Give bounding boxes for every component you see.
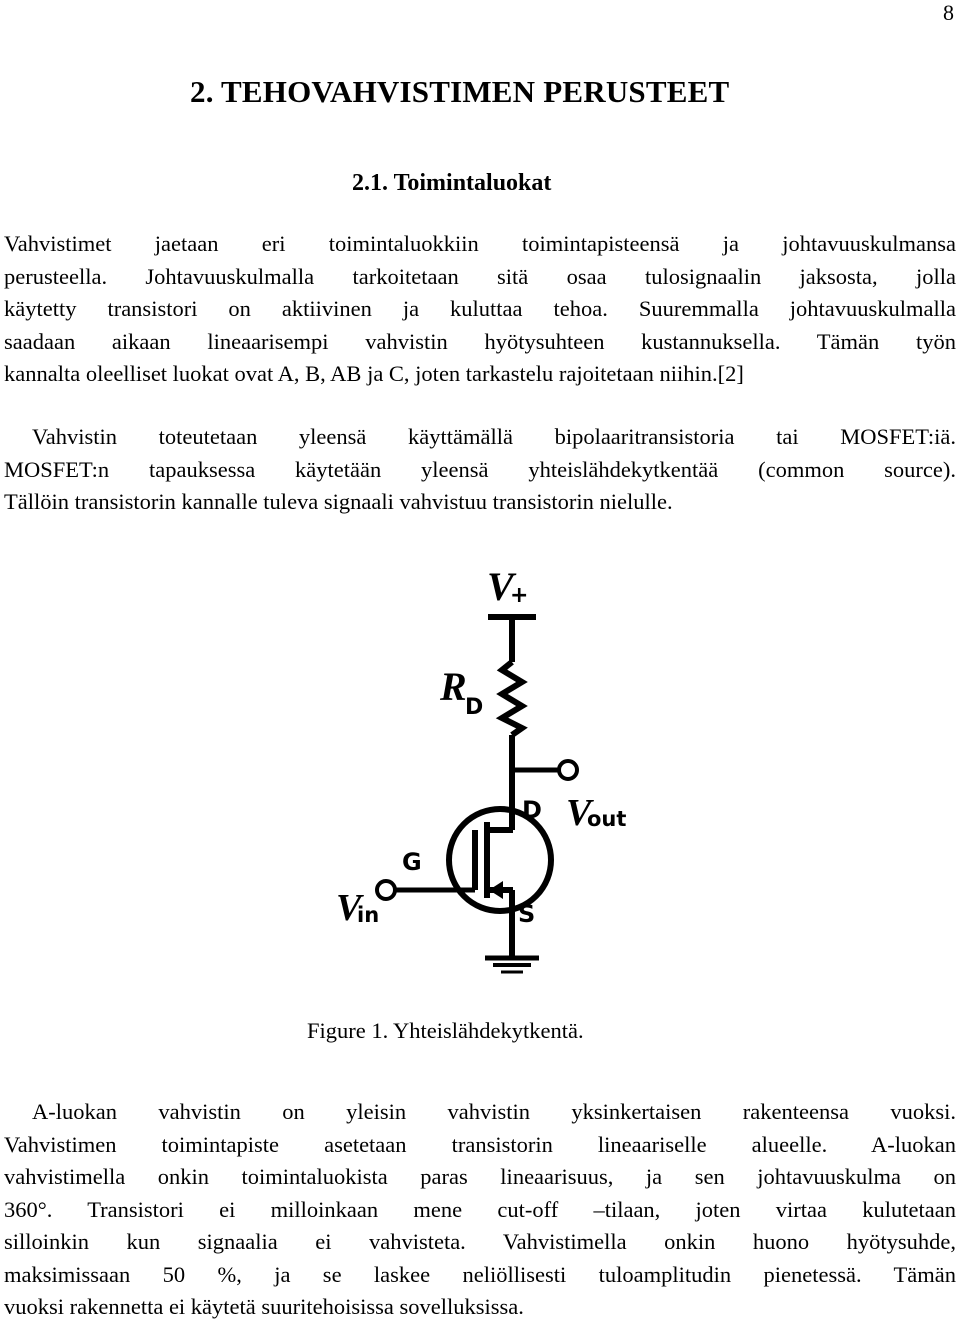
v-plus-label: V [487, 564, 514, 609]
text-line: maksimissaan 50 %, ja se laskee neliöllisesti tuloamplitudin pienetessä. Tämän [4, 1261, 956, 1287]
text-line: saadaan aikaan lineaarisempi vahvistin hyötysuhteen kustannuksella. Tämän työn [4, 328, 956, 354]
text-line: Vahvistimen toimintapiste asetetaan transistorin lineaariselle alueelle. A-luokan [4, 1131, 956, 1157]
resistor-rd [502, 662, 522, 735]
rd-label: R [440, 664, 467, 709]
section-title: 2.1. Toimintaluokat [352, 170, 552, 196]
source-arrow [489, 881, 503, 899]
v-plus-subscript: + [510, 583, 529, 608]
paragraph-intro [4, 228, 956, 391]
paragraph-mosfet [4, 421, 956, 519]
rd-subscript: D [465, 695, 484, 720]
text-line: silloinkin kun signaalia ei vahvisteta. Vahvistimella onkin huono hyötysuhde, [4, 1229, 956, 1254]
text-line: perusteella. Johtavuuskulmalla tarkoitetaan sitä osaa tulosignaalin jaksosta, jolla [4, 263, 956, 289]
text-line: vahvistimella onkin toimintaluokista paras lineaarisuus, ja sen johtavuuskulma on [4, 1164, 956, 1189]
vout-subscript: out [587, 807, 627, 831]
vout-label: V [566, 792, 592, 834]
drain-label: D [522, 796, 542, 824]
common-source-circuit-figure [300, 560, 660, 990]
vin-label: V [336, 887, 362, 929]
vout-terminal [559, 761, 577, 779]
vin-terminal [377, 881, 395, 899]
text-line: Tällöin transistorin kannalle tuleva signaali vahvistuu transistorin nielulle. [4, 489, 673, 514]
page-number: 8 [943, 0, 954, 25]
paragraph-class-a [4, 1096, 956, 1324]
text-line: käytetty transistori on aktiivinen ja kuluttaa tehoa. Suuremmalla johtavuuskulmalla [4, 296, 956, 321]
gate-label: G [402, 848, 422, 876]
text-line: A-luokan vahvistin on yleisin vahvistin yksinkertaisen rakenteensa vuoksi. [32, 1099, 956, 1124]
text-line: 360°. Transistori ei milloinkaan mene cut-off –tilaan, joten virtaa kulutetaan [4, 1196, 956, 1222]
figure-caption: Figure 1. Yhteislähdekytkentä. [307, 1018, 584, 1043]
text-line: Vahvistin toteutetaan yleensä käyttämällä bipolaaritransistoria tai MOSFET:iä. [32, 424, 956, 449]
chapter-title: 2. TEHOVAHVISTIMEN PERUSTEET [190, 74, 730, 109]
text-line: kannalta oleelliset luokat ovat A, B, AB ja C, joten tarkastelu rajoitetaan niihin.[2] [4, 361, 744, 386]
circuit-diagram [300, 560, 660, 990]
text-line: Vahvistimet jaetaan eri toimintaluokkiin toimintapisteensä ja johtavuuskulmansa [4, 231, 956, 256]
text-line: MOSFET:n tapauksessa käytetään yleensä yhteislähdekytkentää (common source). [4, 456, 956, 482]
text-line: vuoksi rakennetta ei käytetä suuritehoisissa sovelluksissa. [4, 1294, 524, 1319]
source-label: S [518, 900, 536, 928]
vin-subscript: in [357, 903, 380, 927]
